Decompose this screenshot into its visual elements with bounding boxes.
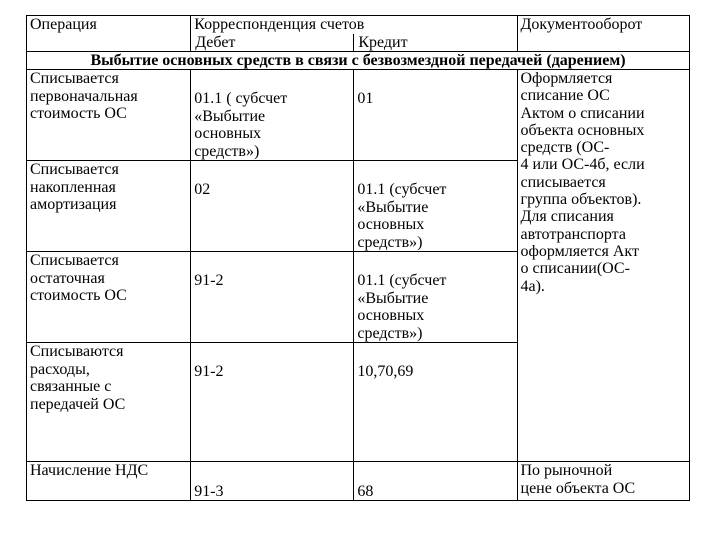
operation-cell — [27, 252, 191, 343]
credit-text: 01 — [357, 90, 374, 107]
header-operation — [27, 16, 191, 52]
accounting-table — [26, 15, 690, 501]
section-row — [27, 52, 690, 70]
docflow-vat-cell — [517, 462, 690, 501]
header-docflow-label: Документооборот — [520, 16, 643, 33]
operation-text: Списывается остаточная стоимость ОС — [30, 252, 127, 304]
operation-cell — [27, 161, 191, 252]
credit-text: 10,70,69 — [357, 363, 414, 380]
docflow-vat-text: По рыночной цене объекта ОС — [520, 462, 636, 497]
operation-cell — [27, 70, 191, 161]
header-debit — [191, 34, 354, 52]
debit-cell — [191, 462, 354, 501]
credit-cell — [354, 161, 517, 252]
credit-cell — [354, 462, 517, 501]
header-row-1 — [27, 16, 690, 34]
docflow-cell — [517, 70, 690, 462]
debit-text: 91-3 — [194, 482, 224, 500]
debit-text: 91-2 — [194, 363, 224, 380]
header-debit-label: Дебет — [195, 33, 236, 51]
debit-cell — [191, 252, 354, 343]
credit-cell — [354, 252, 517, 343]
credit-text: 01.1 (субсчет «Выбытие основных средств») — [357, 272, 447, 342]
debit-cell — [191, 70, 354, 161]
operation-text: Начисление НДС — [30, 462, 149, 479]
section-title: Выбытие основных средств в связи с безвозмездной передачей (дарением) — [27, 52, 690, 70]
debit-text: 02 — [194, 181, 211, 198]
table-row — [27, 462, 690, 501]
operation-text: Списываются расходы, связанные с передачей ОС — [30, 343, 126, 413]
operation-text: Списывается накопленная амортизация — [30, 161, 119, 213]
credit-cell — [354, 343, 517, 462]
header-operation-label: Операция — [30, 16, 97, 33]
operation-cell — [27, 462, 191, 501]
credit-text: 01.1 (субсчет «Выбытие основных средств») — [357, 181, 447, 251]
header-correspondence-label: Корреспонденция счетов — [194, 16, 365, 33]
credit-text: 68 — [357, 482, 374, 500]
operation-cell — [27, 343, 191, 462]
debit-text: 91-2 — [194, 272, 224, 289]
header-correspondence — [191, 16, 517, 34]
debit-cell — [191, 161, 354, 252]
debit-text: 01.1 ( субсчет «Выбытие основных средств») — [194, 90, 288, 160]
table-row — [27, 70, 690, 161]
operation-text: Списывается первоначальная стоимость ОС — [30, 70, 138, 122]
header-credit-label: Кредит — [358, 33, 408, 51]
debit-cell — [191, 343, 354, 462]
header-credit — [354, 34, 517, 52]
credit-cell — [354, 70, 517, 161]
header-docflow — [517, 16, 690, 52]
docflow-text: Оформляется списание ОС Актом о списании объекта основных средств (ОС- 4 или ОС-4б, если списывается группа объектов). Для списания автотранспорта оформляется Акт о списании(ОС- 4а). — [520, 70, 645, 295]
